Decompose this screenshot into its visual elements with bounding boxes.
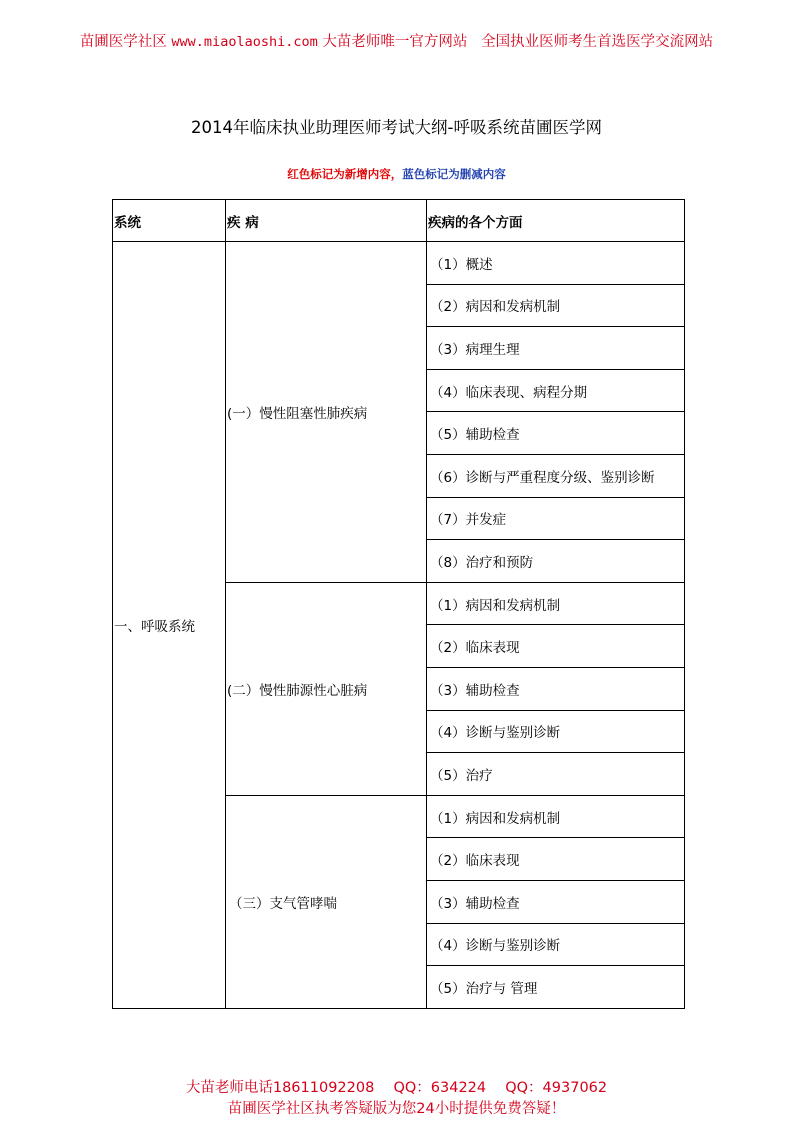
header-tagline-primary: 大苗老师唯一官方网站 [322, 34, 468, 50]
legend-note-red: 红色标记为新增内容， [287, 167, 403, 181]
footer-contact: 大苗老师电话18611092208 QQ：634224 QQ：4937062 [185, 1080, 608, 1096]
legend-note [0, 166, 793, 182]
header-tagline-secondary: 全国执业医师考生首选医学交流网站 [481, 34, 714, 50]
header-disease: 疾 病 [226, 200, 427, 242]
footer-slogan: 苗圃医学社区执考答疑版为您24小时提供免费答疑！ [227, 1101, 566, 1117]
header-banner [0, 30, 793, 51]
aspect-cell: （3）辅助检查 [427, 880, 685, 923]
aspect-cell: （2）临床表现 [427, 838, 685, 881]
aspect-cell: （6）诊断与严重程度分级、鉴别诊断 [427, 454, 685, 497]
disease-cell-copd: (一）慢性阻塞性肺疾病 [226, 242, 427, 583]
aspect-cell: （1）病因和发病机制 [427, 582, 685, 625]
aspect-cell: （1）病因和发病机制 [427, 795, 685, 838]
disease-cell-pulmonary-heart: (二）慢性肺源性心脏病 [226, 582, 427, 795]
aspect-cell: （4）临床表现、病程分期 [427, 369, 685, 412]
header-aspects: 疾病的各个方面 [427, 200, 685, 242]
header-system: 系统 [113, 200, 226, 242]
header-site-name: 苗圃医学社区 [79, 34, 167, 50]
disease-cell-asthma: （三）支气管哮喘 [226, 795, 427, 1008]
aspect-cell: （5）治疗 [427, 753, 685, 796]
aspect-cell: （4）诊断与鉴别诊断 [427, 923, 685, 966]
aspect-cell: （7）并发症 [427, 497, 685, 540]
syllabus-table [112, 199, 685, 1009]
aspect-cell: （3）辅助检查 [427, 667, 685, 710]
system-cell: 一、呼吸系统 [113, 242, 226, 1009]
aspect-cell: （8）治疗和预防 [427, 540, 685, 583]
aspect-cell: （5）辅助检查 [427, 412, 685, 455]
aspect-cell: （2）病因和发病机制 [427, 284, 685, 327]
table-header-row [113, 200, 685, 242]
aspect-cell: （1）概述 [427, 242, 685, 285]
legend-note-blue: 蓝色标记为删减内容 [402, 167, 506, 181]
document-title: 2014年临床执业助理医师考试大纲-呼吸系统苗圃医学网 [191, 118, 602, 137]
header-url-link[interactable]: www.miaolaoshi.com [171, 34, 318, 50]
table-row [113, 242, 685, 285]
aspect-cell: （2）临床表现 [427, 625, 685, 668]
aspect-cell: （4）诊断与鉴别诊断 [427, 710, 685, 753]
aspect-cell: （5）治疗与 管理 [427, 966, 685, 1009]
aspect-cell: （3）病理生理 [427, 327, 685, 370]
